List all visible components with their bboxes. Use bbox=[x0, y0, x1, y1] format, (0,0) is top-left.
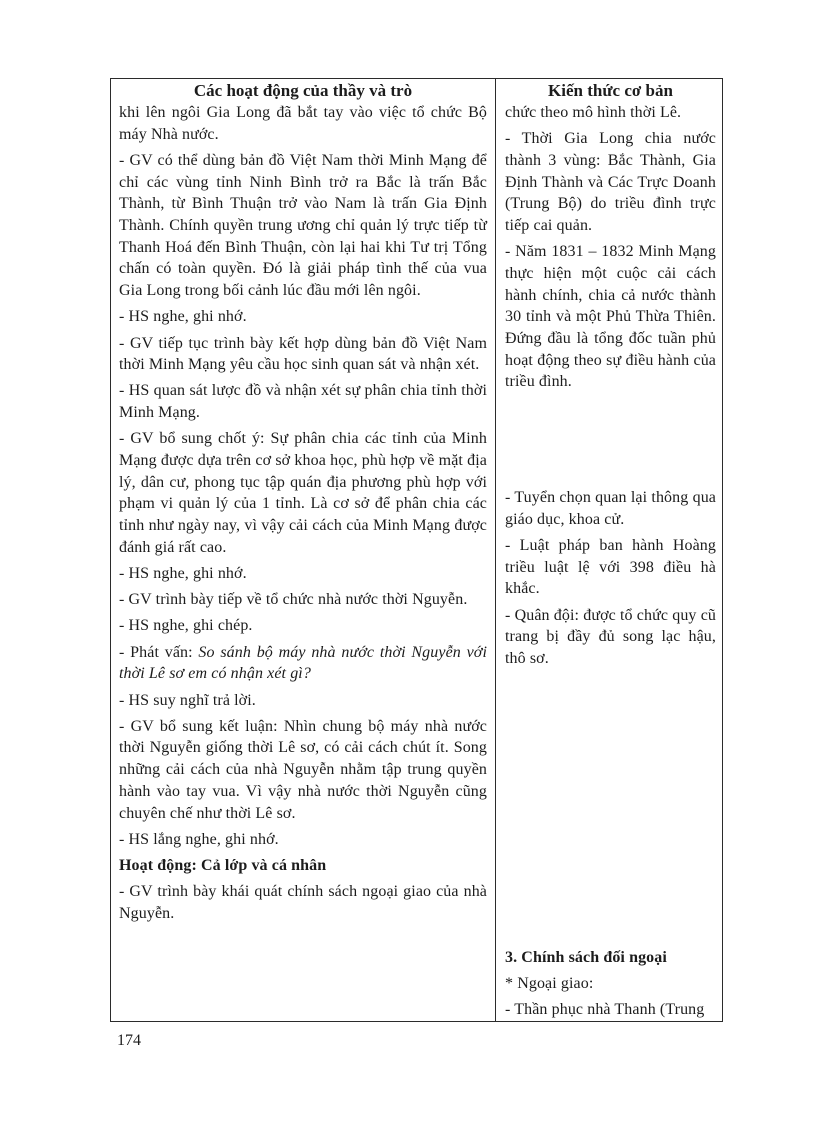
knowledge-paragraph: * Ngoại giao: bbox=[505, 975, 594, 993]
question-text: So sánh bộ máy nhà nước thời Nguyễn với thời Lê sơ em có nhận xét gì? bbox=[119, 643, 487, 683]
knowledge-block-bottom bbox=[505, 947, 716, 1021]
knowledge-paragraph: chức theo mô hình thời Lê. bbox=[505, 104, 682, 121]
knowledge-paragraph: - Năm 1831 – 1832 Minh Mạng thực hiện một cuộc cải cách hành chính, chia cả nước thành 30 tỉnh và một Phủ Thừa Thiên. Đứng đầu là tổng đốc tuần phủ hoạt động theo sự điều hành của triều đình. bbox=[505, 243, 716, 391]
activity-paragraph: khi lên ngôi Gia Long đã bắt tay vào việc tổ chức Bộ máy Nhà nước. bbox=[119, 104, 487, 143]
activity-paragraph: - GV trình bày tiếp về tổ chức nhà nước thời Nguyễn. bbox=[119, 591, 468, 609]
page-number: 174 bbox=[117, 1032, 141, 1049]
activity-paragraph: - GV bổ sung kết luận: Nhìn chung bộ máy nhà nước thời Nguyễn giống thời Lê sơ, có cải cách chút ít. Song những cải cách của nhà Nguyễn nhằm tập trung quyền hành vào tay vua. Vì vậy nhà nước thời Nguyễn cũng chuyên chế như thời Lê sơ. bbox=[119, 717, 487, 822]
activity-paragraph: - GV bổ sung chốt ý: Sự phân chia các tỉnh của Minh Mạng được dựa trên cơ sở khoa học, phù hợp về mặt địa lý, dân cư, phong tục tập quán địa phương phù hợp với phạm vi quản lý của 1 tỉnh. Là cơ sở để phân chia các tỉnh như ngày nay, vì vậy cải cách của Minh Mạng được đánh giá rất cao. bbox=[119, 430, 487, 556]
knowledge-paragraph: - Luật pháp ban hành Hoàng triều luật lệ với 398 điều hà khắc. bbox=[505, 536, 716, 598]
knowledge-paragraph: - Quân đội: được tổ chức quy cũ trang bị đầy đủ song lạc hậu, thô sơ. bbox=[505, 606, 716, 667]
activity-section-heading: Hoạt động: Cả lớp và cá nhân bbox=[119, 857, 327, 874]
activity-paragraph: - HS suy nghĩ trả lời. bbox=[119, 691, 256, 709]
knowledge-paragraph: - Thần phục nhà Thanh (Trung bbox=[505, 1001, 705, 1019]
activity-paragraph: - HS lắng nghe, ghi nhớ. bbox=[119, 830, 279, 848]
activities-column bbox=[111, 79, 495, 1021]
activity-paragraph-question bbox=[119, 642, 487, 685]
activity-paragraph: - GV có thể dùng bản đồ Việt Nam thời Minh Mạng để chỉ các vùng tỉnh Ninh Bình trở ra Bắc là trấn Bắc Thành, từ Bình Thuận trở vào Nam là trấn Gia Định Thành. Chính quyền trung ương chỉ quản lý trực tiếp từ Thanh Hoá đến Bình Thuận, còn lại hai khi Tư trị Tổng chấn có toàn quyền. Đó là giải pháp tình thế của vua Gia Long trong bối cảnh lúc đầu mới lên ngôi. bbox=[119, 151, 487, 300]
knowledge-column bbox=[495, 79, 722, 1021]
activities-column-header: Các hoạt động của thầy và trò bbox=[193, 81, 413, 100]
activity-paragraph: - HS quan sát lược đồ và nhận xét sự phân chia tỉnh thời Minh Mạng. bbox=[119, 382, 487, 422]
activity-paragraph: - HS nghe, ghi nhớ. bbox=[119, 308, 247, 326]
knowledge-column-header: Kiến thức cơ bản bbox=[548, 81, 673, 100]
lesson-plan-table bbox=[110, 78, 723, 1022]
activity-paragraph: - GV trình bày khái quát chính sách ngoại giao của nhà Nguyễn. bbox=[119, 883, 487, 922]
activity-paragraph: - HS nghe, ghi nhớ. bbox=[119, 565, 247, 583]
activity-paragraph: - GV tiếp tục trình bày kết hợp dùng bản đồ Việt Nam thời Minh Mạng yêu cầu học sinh quan sát và nhận xét. bbox=[119, 334, 487, 374]
knowledge-paragraph: - Thời Gia Long chia nước thành 3 vùng: Bắc Thành, Gia Định Thành và Các Trực Doanh (Trung Bộ) do triều đình trực tiếp cai quản. bbox=[505, 130, 716, 235]
knowledge-block-middle bbox=[505, 487, 716, 670]
knowledge-paragraph: - Tuyển chọn quan lại thông qua giáo dục, khoa cử. bbox=[505, 489, 716, 528]
activity-paragraph: - HS nghe, ghi chép. bbox=[119, 617, 253, 635]
knowledge-section-heading: 3. Chính sách đối ngoại bbox=[505, 949, 667, 966]
question-prefix: - Phát vấn: bbox=[119, 643, 199, 661]
